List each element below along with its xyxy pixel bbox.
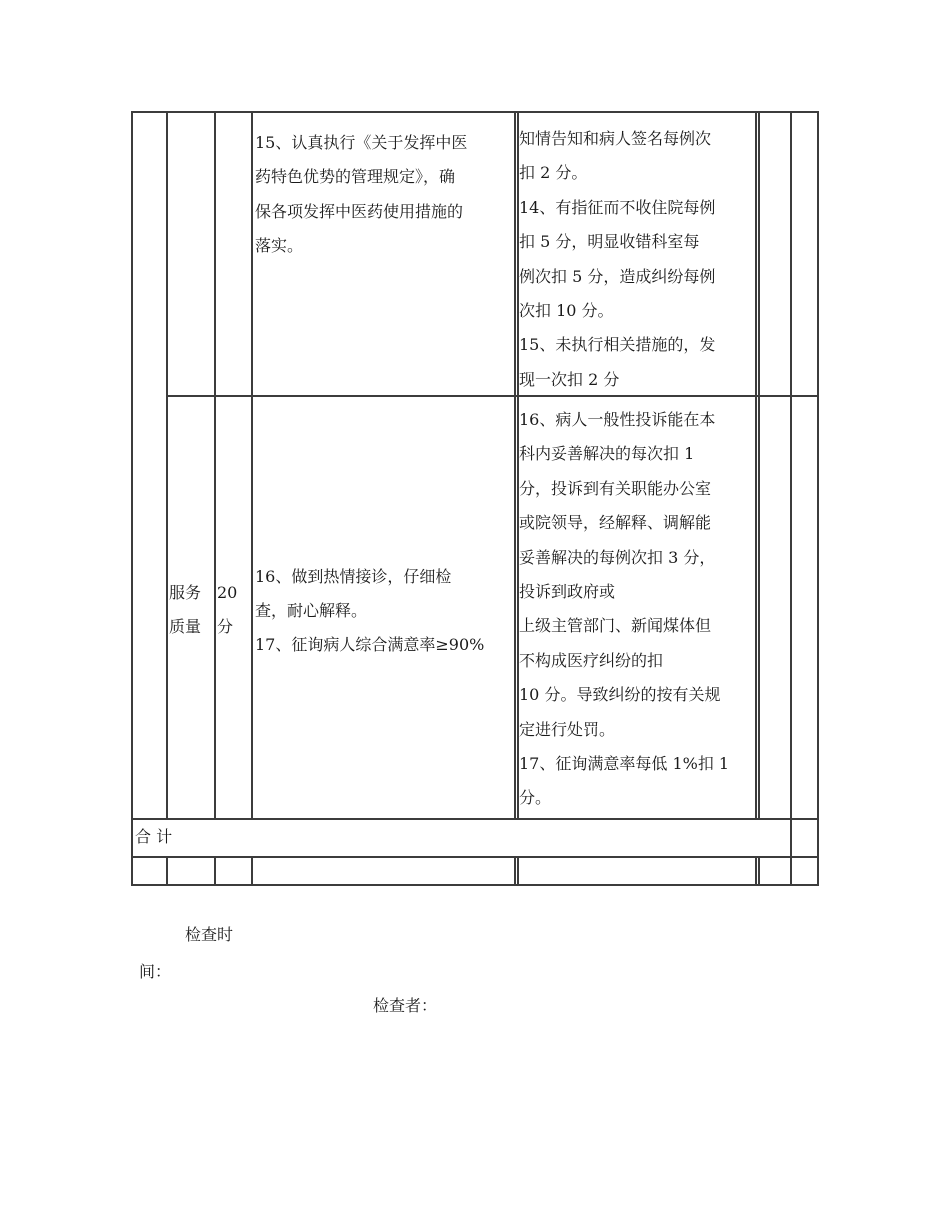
deduction-line: 分，投诉到有关职能办公室 [519,478,712,498]
standard-cell [255,560,484,662]
standard-line: 17、征询病人综合满意率≥90% [255,635,485,654]
deduction-line: 或院领导，经解释、调解能 [519,513,712,533]
deduction-line: 知情告知和病人签名每例次 [519,129,712,148]
deduction-line: 16、病人一般性投诉能在本 [519,410,716,429]
deduction-line: 上级主管部门、新闻煤体但 [519,616,712,636]
score-line: 20 [217,583,238,602]
deduction-line: 17、征询满意率每低 1%扣 1 [519,754,730,774]
table-border [755,111,757,820]
table-border [758,856,760,886]
table-border [131,111,819,113]
deduction-line: 10 分。导致纠纷的按有关规 [519,685,721,705]
deduction-cell [519,403,729,816]
total-label: 合 计 [135,827,173,846]
table-border [214,111,216,820]
table-border [251,111,253,820]
deduction-line: 妥善解决的每例次扣 3 分， [519,547,716,567]
standard-cell [255,126,467,264]
table-border [758,111,760,820]
standard-line: 药特色优势的管理规定》，确 [255,167,456,187]
table-border [790,111,792,886]
deduction-line: 分。 [519,788,552,808]
table-border [214,856,216,886]
deduction-line: 不构成医疗纠纷的扣 [519,650,664,670]
table-border [251,856,253,886]
table-border [166,111,168,820]
table-border [166,856,168,886]
score-cell [217,576,237,644]
table-border [514,856,516,886]
deduction-line: 扣 2 分。 [519,163,588,183]
standard-line: 落实。 [255,236,304,256]
item-cell [169,576,201,644]
deduction-line: 15、未执行相关措施的，发 [519,335,716,355]
standard-line: 16、做到热情接诊，仔细检 [255,567,452,586]
table-border [131,111,133,886]
item-line: 质量 [169,617,202,636]
item-line: 服务 [169,583,202,602]
deduction-line: 扣 5 分，明显收错科室每 [519,232,700,252]
table-border [817,111,819,886]
deduction-line: 定进行处罚。 [519,719,616,739]
inspector-label: 检查者： [373,996,438,1015]
standard-line: 查，耐心解释。 [255,601,368,620]
deduction-line: 科内妥善解决的每次扣 1 [519,444,695,464]
check-time-label-continued: 间： [139,962,172,981]
deduction-line: 次扣 10 分。 [519,301,614,321]
check-time-label: 检查时 [185,925,234,944]
score-line: 分 [217,617,234,636]
standard-line: 15、认真执行《关于发挥中医 [255,133,468,152]
table-border [517,856,519,886]
table-border [131,856,819,858]
table-border [755,856,757,886]
standard-line: 保各项发挥中医药使用措施的 [255,201,464,221]
table-border [131,884,819,886]
deduction-cell [519,122,715,397]
table-border [131,818,819,820]
deduction-line: 例次扣 5 分，造成纠纷每例 [519,266,716,286]
deduction-line: 14、有指征而不收住院每例 [519,197,716,217]
deduction-line: 现一次扣 2 分 [519,369,620,389]
table-border [514,111,516,820]
table-border [166,395,819,397]
deduction-line: 投诉到政府或 [519,582,616,602]
